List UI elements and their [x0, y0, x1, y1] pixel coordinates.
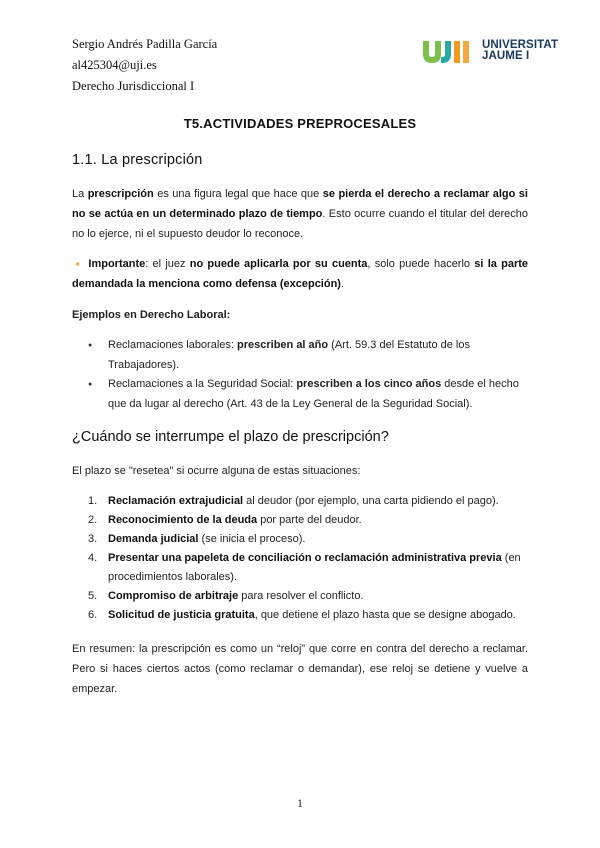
list-item: 4. Presentar una papeleta de conciliación o reclamación administrativa previa (en procedimientos laborales).: [88, 552, 521, 583]
logo-wordmark: [482, 40, 558, 62]
important-note: 🔸 Importante: el juez no puede aplicarla por su cuenta, solo puede hacerlo si la parte demandada la menciona como defensa (excepción).: [72, 258, 529, 290]
author-name: Sergio Andrés Padilla García: [72, 37, 218, 51]
page-title: T5.ACTIVIDADES PREPROCESALES: [183, 116, 417, 131]
list-item: ● Reclamaciones laborales: prescriben al año (Art. 59.3 del Estatuto de los Trabajadores).: [72, 336, 528, 375]
interruption-intro: El plazo se "resetea" si ocurre alguna de estas situaciones:: [72, 465, 361, 477]
uji-logo-icon: [422, 38, 478, 64]
examples-list: [72, 336, 528, 414]
interruption-list: [72, 492, 528, 625]
list-item: 5. Compromiso de arbitraje para resolver el conflicto.: [88, 590, 364, 602]
list-item: ● Reclamaciones a la Seguridad Social: prescriben a los cinco años desde el hecho que da lugar al derecho (Art. 43 de la Ley General de la Seguridad Social).: [72, 375, 528, 414]
logo-line-1: UNIVERSITAT: [482, 39, 559, 51]
section-heading: 1.1. La prescripción: [72, 152, 203, 168]
list-item: 6. Solicitud de justicia gratuita, que detiene el plazo hasta que se designe abogado.: [88, 609, 516, 621]
author-email: al425304@uji.es: [72, 58, 157, 72]
examples-heading: Ejemplos en Derecho Laboral:: [72, 309, 231, 321]
intro-paragraph: La prescripción es una figura legal que hace que se pierda el derecho a reclamar algo si no se actúa en un determinado plazo de tiempo. Esto ocurre cuando el titular del derecho no lo ejerce, ni el supuesto deudor lo reconoce.: [72, 188, 528, 240]
course-name: Derecho Jurisdiccional I: [72, 79, 195, 93]
list-item: 3. Demanda judicial (se inicia el proceso).: [88, 533, 306, 545]
logo-line-2: JAUME I: [482, 50, 530, 62]
page-number: 1: [297, 796, 303, 810]
list-item: 2. Reconocimiento de la deuda por parte del deudor.: [88, 514, 362, 526]
list-item: 1. Reclamación extrajudicial al deudor (por ejemplo, una carta pidiendo el pago).: [88, 495, 499, 507]
document-header: [72, 34, 217, 97]
university-logo: [422, 38, 558, 64]
summary-paragraph: En resumen: la prescripción es como un “reloj” que corre en contra del derecho a reclamar. Pero si haces ciertos actos (como reclamar o demandar), ese reloj se detiene y vuelve a empezar.: [72, 643, 528, 695]
orange-diamond-icon: 🔸: [72, 259, 85, 269]
interruption-heading: ¿Cuándo se interrumpe el plazo de prescripción?: [72, 429, 389, 445]
